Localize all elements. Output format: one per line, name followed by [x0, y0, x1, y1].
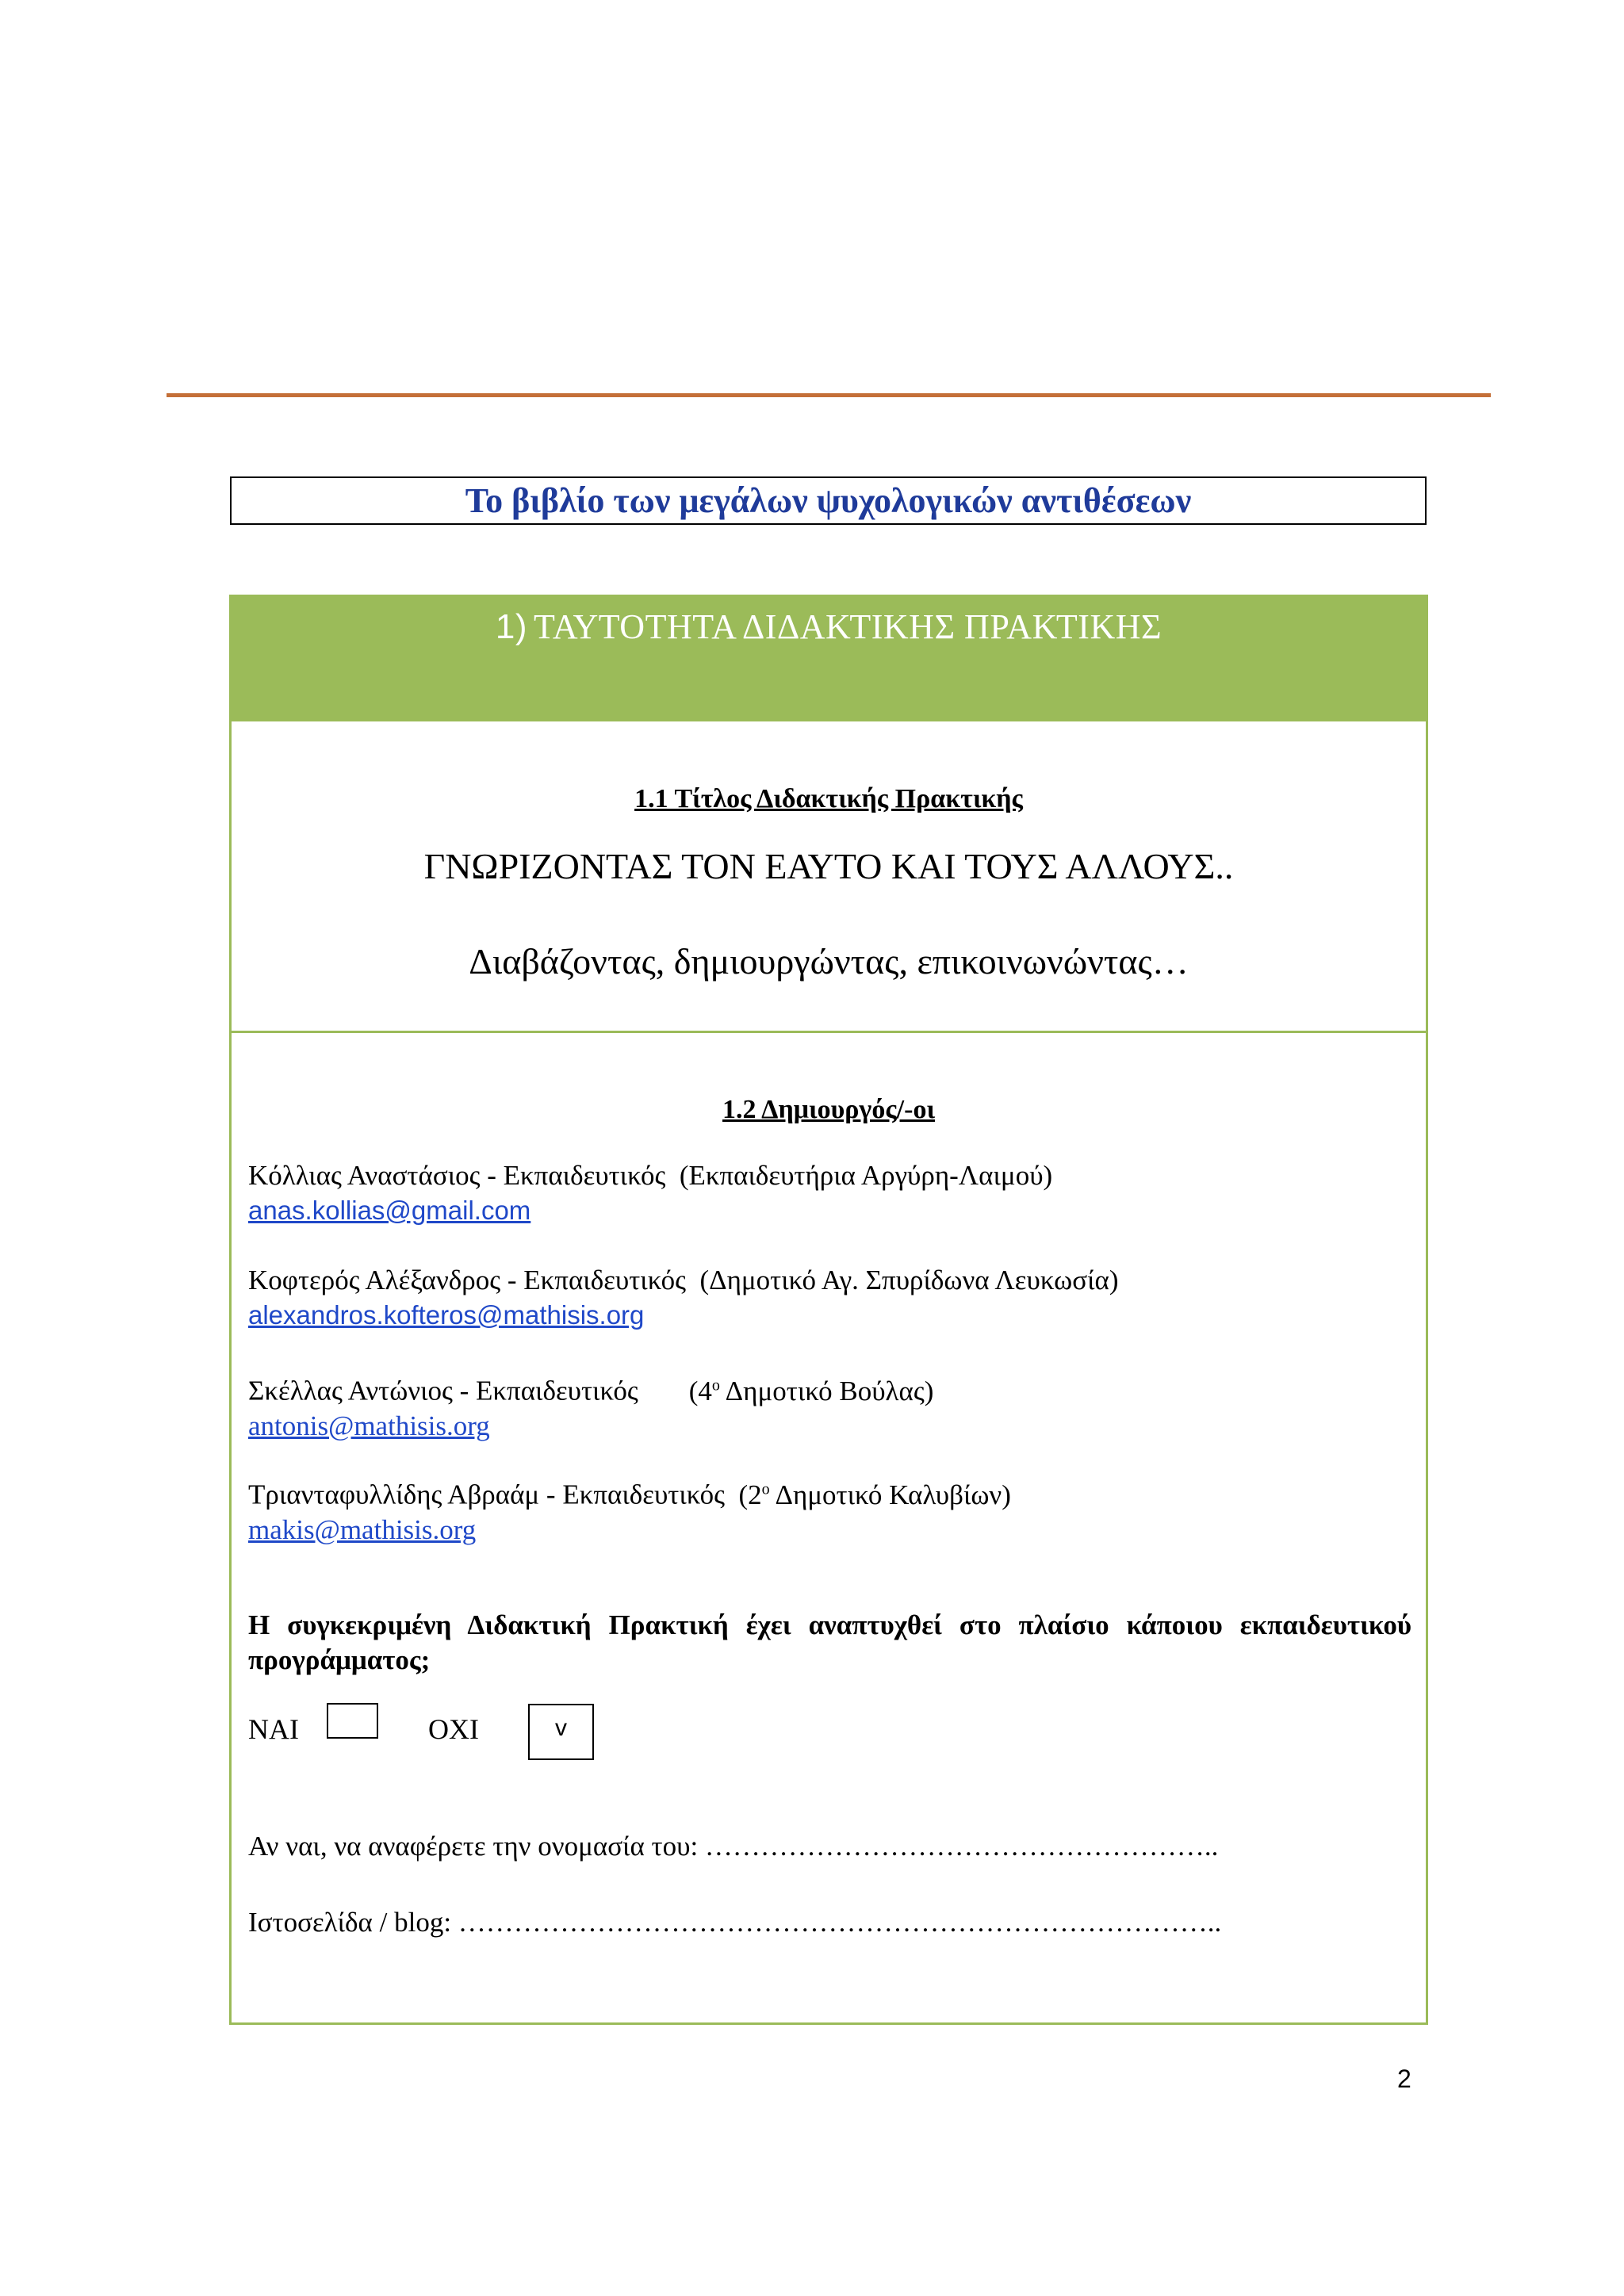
creator-school: (Δημοτικό Αγ. Σπυρίδωνα Λευκωσία)	[699, 1265, 1119, 1295]
program-question: Η συγκεκριμένη Διδακτική Πρακτική έχει αναπτυχθεί στο πλαίσιο κάποιου εκπαιδευτικού προγράμματος;	[248, 1609, 1411, 1675]
creator-name-role: Κοφτερός Αλέξανδρος - Εκπαιδευτικός	[248, 1265, 686, 1295]
no-label: ΟΧΙ	[428, 1713, 479, 1745]
no-check-mark: v	[555, 1715, 567, 1741]
book-title-box	[230, 476, 1427, 525]
creator-entry	[248, 1471, 1011, 1548]
creator-entry	[248, 1263, 1118, 1333]
creator-entry	[248, 1158, 1052, 1228]
yes-checkbox[interactable]	[327, 1703, 378, 1739]
creator-email-link[interactable]: anas.kollias@gmail.com	[248, 1196, 531, 1225]
no-checkbox[interactable]	[528, 1704, 594, 1760]
practice-title: ΓΝΩΡΙΖΟΝΤΑΣ ΤΟΝ ΕΑΥΤΟ ΚΑΙ ΤΟΥΣ ΑΛΛΟΥΣ..	[423, 846, 1234, 886]
section-number: 1)	[495, 607, 527, 646]
section-heading-text: ΤΑΥΤΟΤΗΤΑ ΔΙΔΑΚΤΙΚΗΣ ΠΡΑΚΤΙΚΗΣ	[534, 607, 1162, 646]
creator-school: (Εκπαιδευτήρια Αργύρη-Λαιμού)	[679, 1160, 1053, 1191]
header-rule	[167, 393, 1491, 397]
creator-name-role: Κόλλιας Αναστάσιος - Εκπαιδευτικός	[248, 1160, 666, 1191]
book-title: Το βιβλίο των μεγάλων ψυχολογικών αντιθέσεων	[465, 481, 1192, 520]
section-identity	[229, 595, 1428, 2025]
creator-school: ($4^o$ Δημοτικό Βούλας)	[688, 1375, 934, 1406]
practice-title-label: 1.1 Τίτλος Διδακτικής Πρακτικής	[634, 784, 1023, 813]
section-divider	[232, 1031, 1426, 1033]
website-field[interactable]: Ιστοσελίδα / blog: ………………………………………………………………………..	[248, 1907, 1222, 1938]
creator-name-role: Σκέλλας Αντώνιος - Εκπαιδευτικός	[248, 1375, 638, 1406]
yes-label: ΝΑΙ	[248, 1713, 299, 1745]
creator-email-link[interactable]: makis@mathisis.org	[248, 1513, 477, 1545]
creator-name-role: Τριανταφυλλίδης Αβραάμ - Εκπαιδευτικός	[248, 1479, 725, 1510]
creator-email-link[interactable]: alexandros.kofteros@mathisis.org	[248, 1300, 645, 1330]
creator-entry	[248, 1368, 933, 1444]
section-heading	[232, 607, 1426, 647]
creator-school: ($2^o$ Δημοτικό Καλυβίων)	[738, 1479, 1011, 1510]
creators-label: 1.2 Δημιουργός/-οι	[722, 1095, 935, 1124]
creator-email-link[interactable]: antonis@mathisis.org	[248, 1410, 490, 1441]
page-number: 2	[1397, 2064, 1411, 2093]
program-name-field[interactable]: Αν ναι, να αναφέρετε την ονομασία του: ………………………………………………..	[248, 1831, 1219, 1862]
section-header-band	[232, 597, 1426, 721]
practice-subtitle: Διαβάζοντας, δημιουργώντας, επικοινωνώντας…	[469, 941, 1189, 982]
